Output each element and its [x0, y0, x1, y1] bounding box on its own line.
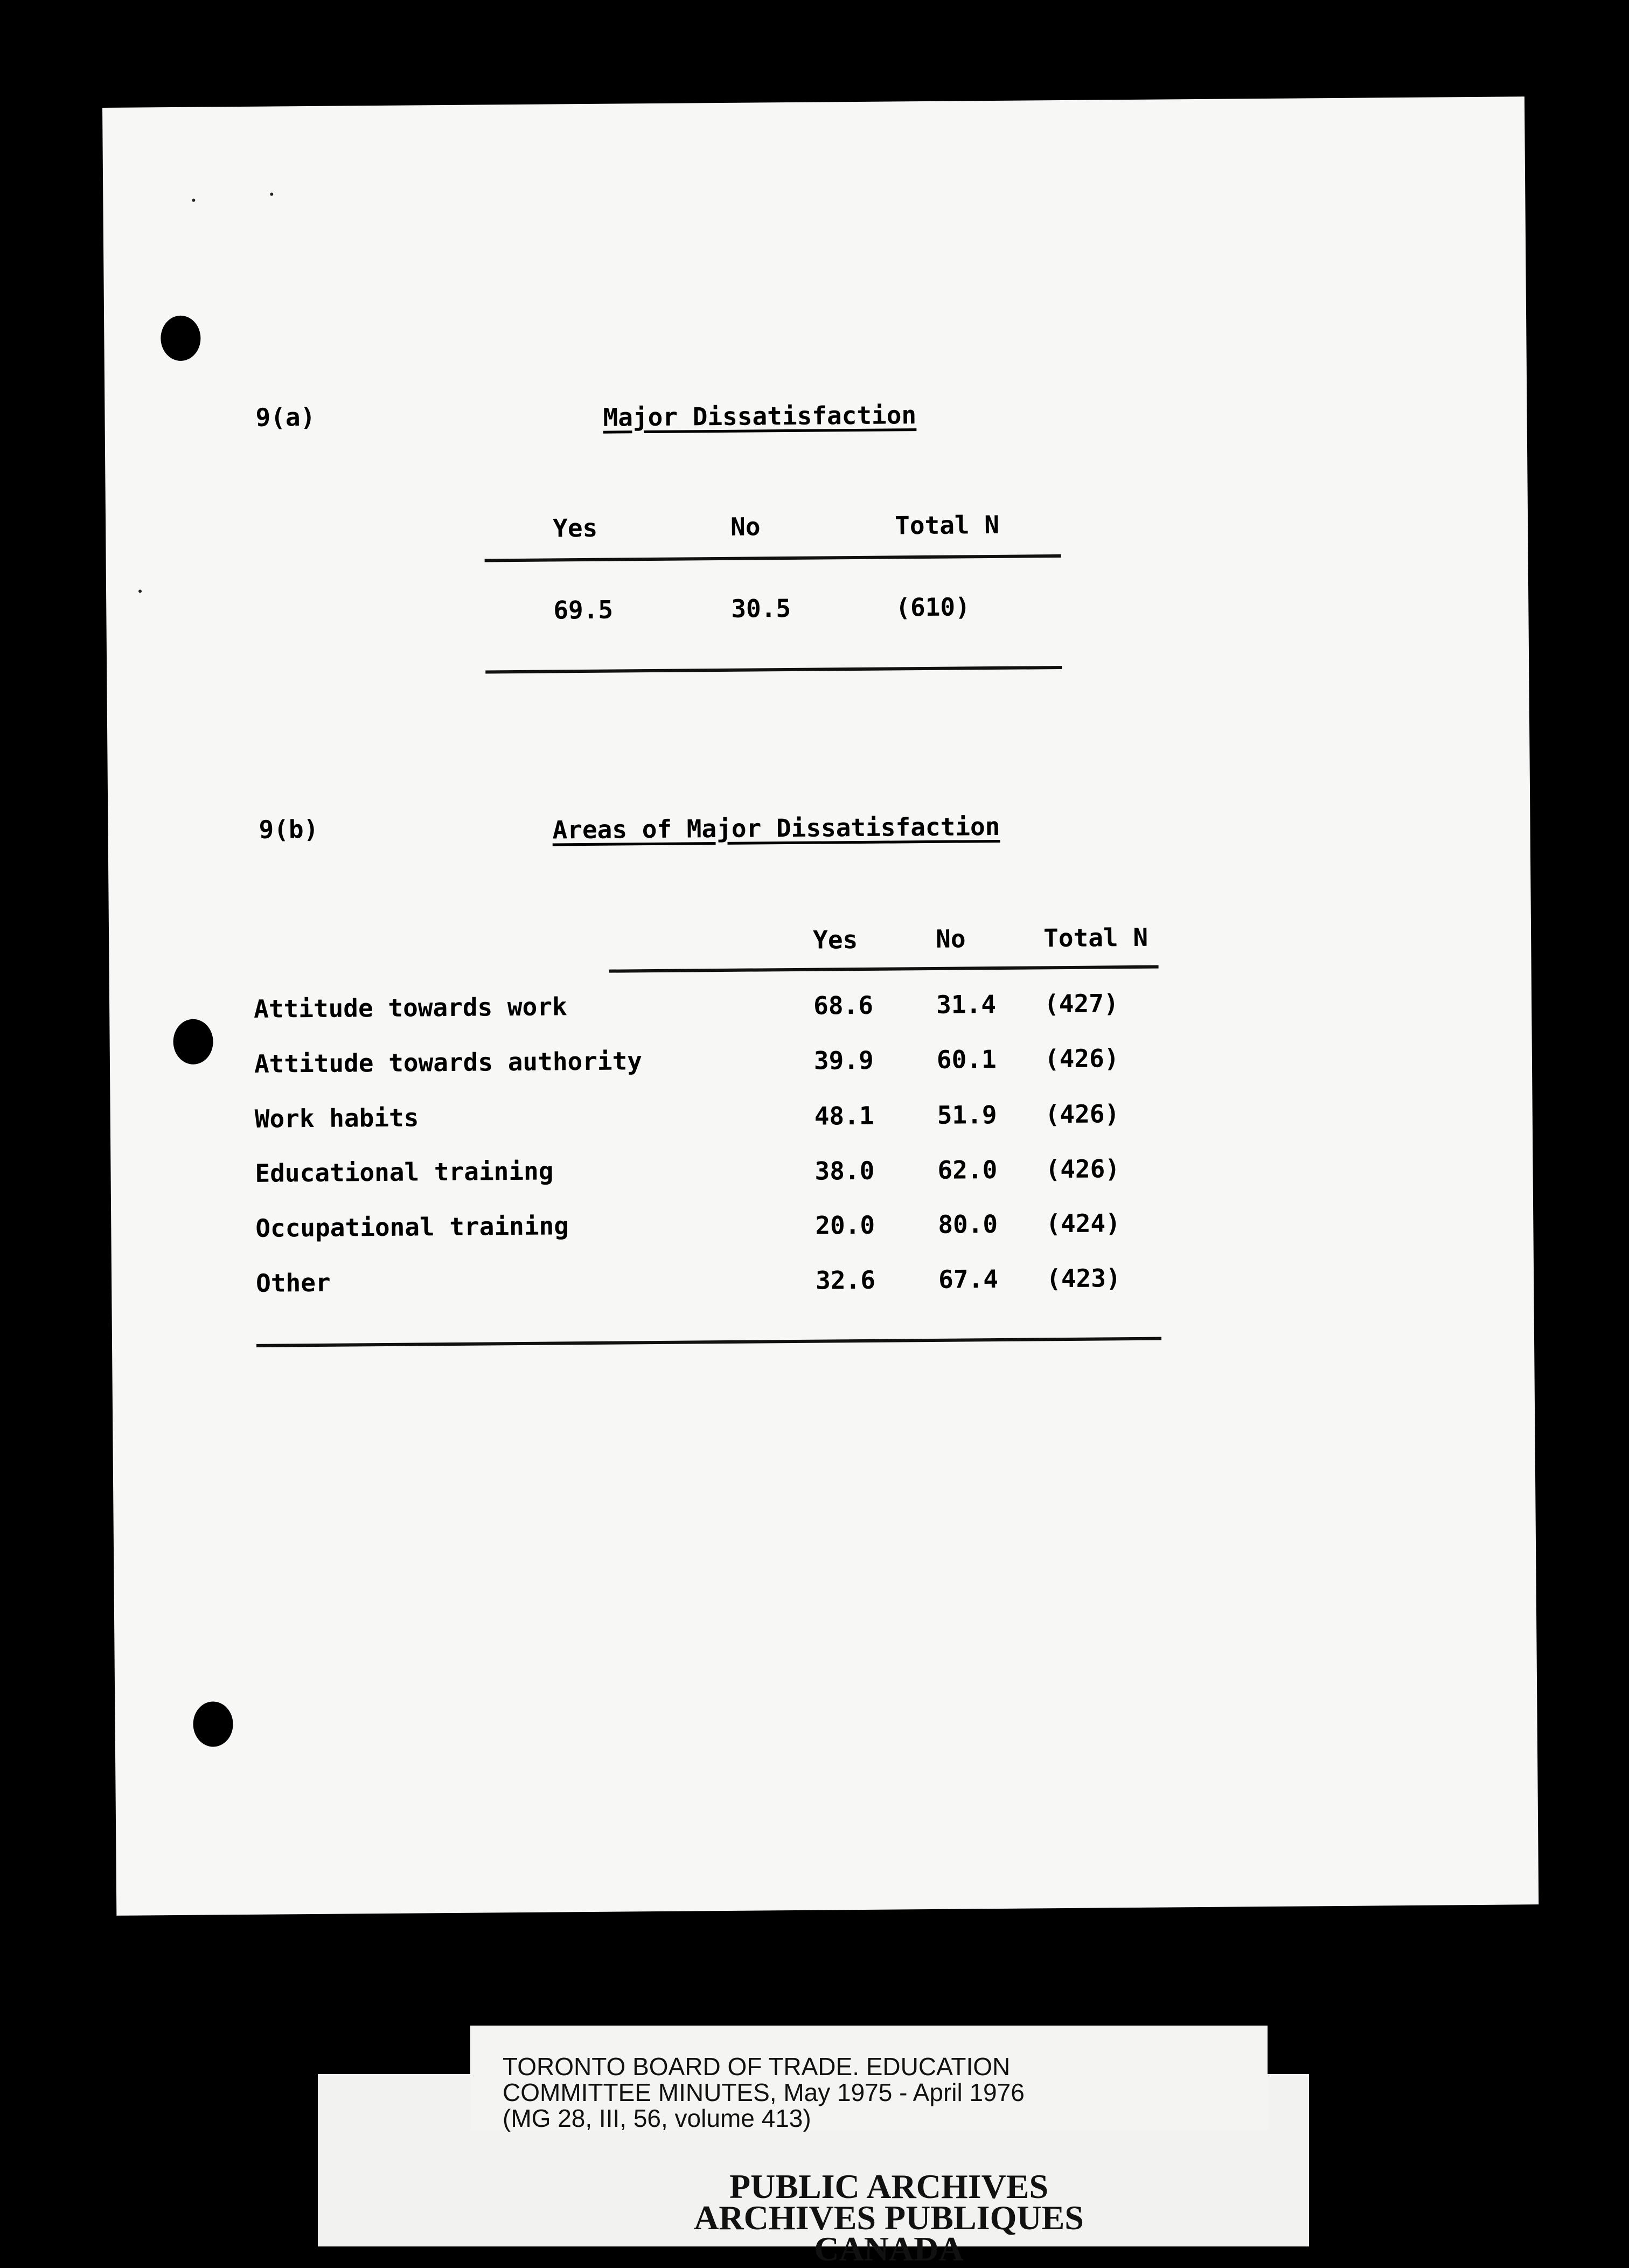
row-yes: 68.6 [813, 990, 874, 1020]
section-a-title: Major Dissatisfaction [603, 400, 917, 432]
archive-stamp [679, 2167, 1099, 2268]
document-page [102, 96, 1538, 1916]
row-yes: 20.0 [815, 1210, 875, 1240]
speck [138, 589, 142, 593]
row-label: Attitude towards work [253, 992, 567, 1024]
section-b-header-no: No [935, 924, 966, 954]
row-total: (427) [1043, 989, 1119, 1019]
punch-hole [161, 316, 201, 361]
archive-label-line-2: COMMITTEE MINUTES, May 1975 - April 1976 [503, 2078, 1025, 2106]
section-b-bottom-rule [256, 1337, 1161, 1347]
section-a-total-value: (610) [895, 592, 971, 622]
row-label: Occupational training [255, 1211, 569, 1243]
section-b-header-total: Total N [1043, 922, 1148, 953]
section-a-header-total: Total N [894, 510, 1000, 540]
row-yes: 32.6 [815, 1265, 876, 1295]
speck [270, 193, 273, 196]
section-b-number: 9(b) [259, 814, 319, 844]
row-total: (424) [1046, 1208, 1121, 1239]
row-total: (423) [1046, 1263, 1121, 1293]
section-b-header-yes: Yes [812, 925, 858, 955]
section-a-bottom-rule [485, 666, 1062, 673]
row-label: Attitude towards authority [254, 1046, 643, 1079]
row-no: 31.4 [936, 990, 997, 1019]
section-a-number: 9(a) [255, 402, 316, 432]
row-total: (426) [1045, 1099, 1120, 1129]
row-no: 80.0 [938, 1209, 998, 1239]
section-a-header-yes: Yes [552, 513, 598, 543]
row-label: Educational training [255, 1156, 554, 1188]
row-label: Work habits [254, 1103, 419, 1133]
archive-label-text [503, 2054, 1025, 2131]
section-a-yes-value: 69.5 [553, 595, 614, 625]
row-no: 62.0 [937, 1155, 998, 1185]
section-a-header-rule [485, 554, 1061, 562]
punch-hole [173, 1019, 213, 1065]
section-a-header-no: No [730, 512, 761, 541]
row-yes: 39.9 [813, 1045, 874, 1075]
punch-hole [193, 1701, 233, 1747]
archive-stamp-line-3: CANADA [814, 2230, 964, 2268]
row-no: 67.4 [938, 1264, 999, 1294]
row-label: Other [255, 1268, 331, 1298]
archive-stamp-line-2: ARCHIVES PUBLIQUES [694, 2199, 1084, 2237]
section-b-title: Areas of Major Dissatisfaction [552, 811, 1000, 845]
row-no: 60.1 [936, 1045, 997, 1074]
archive-label-line-3: (MG 28, III, 56, volume 413) [503, 2104, 811, 2132]
archive-label-card [470, 2026, 1268, 2131]
archive-label-line-1: TORONTO BOARD OF TRADE. EDUCATION [503, 2053, 1011, 2081]
row-yes: 38.0 [814, 1156, 875, 1186]
section-b-header-rule [609, 965, 1159, 973]
archive-stamp-line-1: PUBLIC ARCHIVES [729, 2167, 1049, 2206]
row-no: 51.9 [937, 1100, 997, 1130]
speck [192, 199, 195, 202]
row-yes: 48.1 [814, 1101, 874, 1131]
row-total: (426) [1044, 1043, 1119, 1074]
section-a-no-value: 30.5 [731, 593, 791, 623]
row-total: (426) [1045, 1154, 1120, 1184]
